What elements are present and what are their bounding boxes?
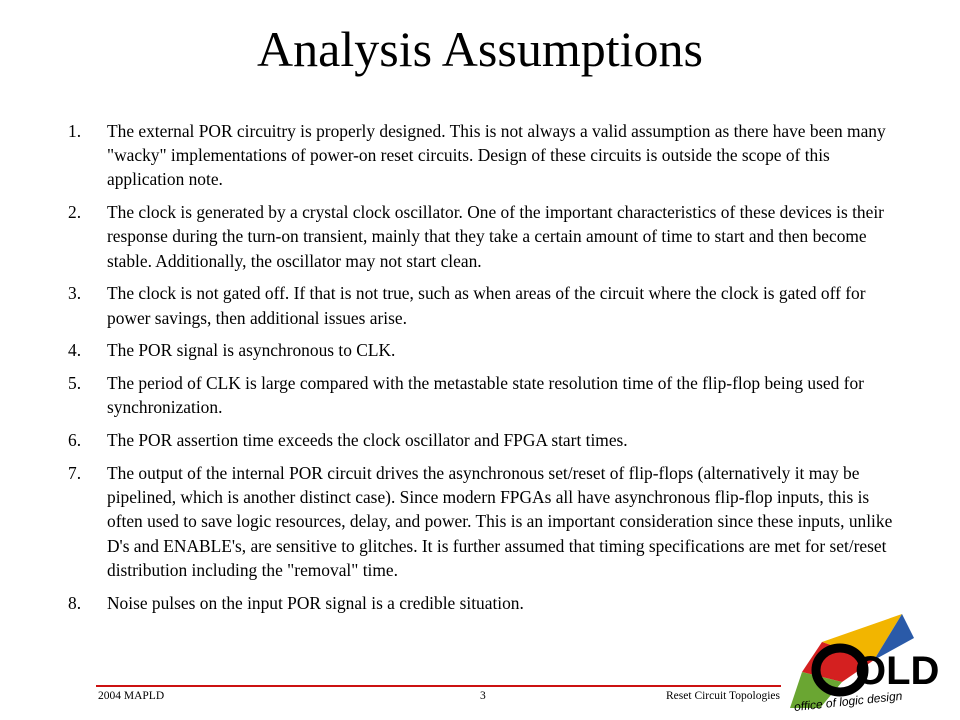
- list-item: [68, 461, 898, 582]
- item-text: The clock is not gated off. If that is not true, such as when areas of the circuit where the clock is gated off for power savings, then additional issues arise.: [107, 283, 866, 328]
- item-text: The external POR circuitry is properly designed. This is not always a valid assumption as there have been many "wacky" implementations of power-on reset circuits. Design of these circuits is outside the scope of this application note.: [107, 121, 886, 190]
- slide-title: Analysis Assumptions: [257, 21, 703, 77]
- footer-rule: [96, 685, 781, 687]
- list-item: [68, 281, 898, 329]
- item-number: 4.: [68, 340, 82, 361]
- item-text: The POR signal is asynchronous to CLK.: [107, 340, 396, 361]
- item-number: 7.: [68, 463, 82, 483]
- old-logo: [782, 612, 940, 720]
- item-number: 5.: [68, 373, 82, 394]
- item-number: 1.: [68, 121, 82, 141]
- list-item: [68, 428, 898, 452]
- list-item: [68, 119, 898, 192]
- item-text: The output of the internal POR circuit drives the asynchronous set/reset of flip-flops (alternatively it may be pipelined, which is another distinct case). Since modern FPGAs all have asynchronous flip-flop inputs, this is often used to save logic resources, delay, and power. This is an important consideration since these inputs, unlike D's and ENABLE's, are sensitive to glitches. It is further assumed that timing specifications are met for set/reset distribution including the "removal" time.: [107, 463, 893, 580]
- item-text: The clock is generated by a crystal clock oscillator. One of the important characteristics of these devices is their response during the turn-on transient, mainly that they take a certain amount of time to start and then become stable. Additionally, the oscillator may not start clean.: [107, 202, 884, 271]
- list-item: [68, 591, 898, 615]
- list-item: [68, 338, 898, 362]
- item-number: 6.: [68, 430, 82, 451]
- page-number: 3: [480, 690, 486, 702]
- item-number: 3.: [68, 283, 82, 304]
- footer-topic: Reset Circuit Topologies: [666, 690, 780, 702]
- item-number: 8.: [68, 592, 82, 613]
- item-number: 2.: [68, 202, 82, 223]
- assumptions-list: [68, 119, 898, 623]
- logo-tagline: office of logic design: [793, 688, 903, 714]
- item-text: Noise pulses on the input POR signal is a credible situation.: [107, 592, 524, 613]
- item-text: The POR assertion time exceeds the clock oscillator and FPGA start times.: [107, 430, 628, 451]
- list-item: [68, 371, 898, 419]
- footer-conference: 2004 MAPLD: [98, 690, 165, 702]
- item-text: The period of CLK is large compared with the metastable state resolution time of the flip-flop being used for synchronization.: [107, 373, 864, 418]
- logo-letters: OLD: [855, 649, 940, 693]
- list-item: [68, 200, 898, 273]
